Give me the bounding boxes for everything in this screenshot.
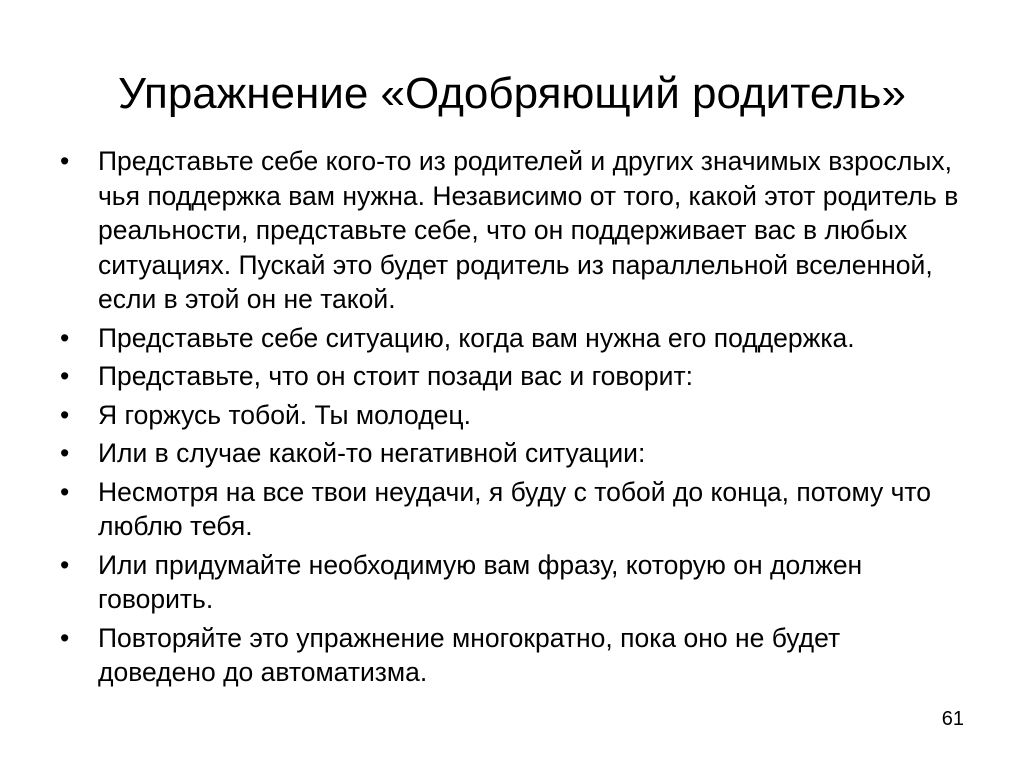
bullet-item xyxy=(60,321,960,356)
bullet-icon: • xyxy=(60,399,70,430)
bullet-item xyxy=(60,436,960,471)
bullet-icon: • xyxy=(60,146,70,176)
bullet-item xyxy=(60,475,960,544)
bullet-item xyxy=(60,359,960,394)
bullet-text: Представьте себе кого-то из родителей и других значимых взрослых, чья поддержка вам нужна. Независимо от того, какой этот родитель в реальности, представьте себе, что он поддерживает вас в любых ситуациях. Пускай это будет родитель из параллельной вселенной, если в этой он не такой. xyxy=(98,146,959,314)
bullet-icon: • xyxy=(60,438,70,468)
bullet-text: Повторяйте это упражнение многократно, пока оно не будет доведено до автоматизма. xyxy=(98,622,841,687)
bullet-icon: • xyxy=(60,476,70,507)
bullet-icon: • xyxy=(60,622,70,653)
bullet-item xyxy=(60,548,960,617)
bullet-text: Или в случае какой-то негативной ситуации: xyxy=(98,438,646,468)
bullet-icon: • xyxy=(60,322,70,353)
bullet-item xyxy=(60,621,960,690)
bullet-item xyxy=(60,144,960,317)
bullet-icon: • xyxy=(60,361,70,391)
bullet-text: Представьте, что он стоит позади вас и говорит: xyxy=(98,361,693,391)
bullet-text: Несмотря на все твои неудачи, я буду с тобой до конца, потому что люблю тебя. xyxy=(98,476,931,541)
slide-title: Упражнение «Одобряющий родитель» xyxy=(118,69,906,118)
bullet-list xyxy=(60,144,960,694)
bullet-text: Или придумайте необходимую вам фразу, которую он должен говорить. xyxy=(98,549,863,614)
bullet-item xyxy=(60,398,960,433)
bullet-icon: • xyxy=(60,549,70,580)
page-number: 61 xyxy=(941,708,964,730)
bullet-text: Представьте себе ситуацию, когда вам нужна его поддержка. xyxy=(98,322,855,353)
bullet-text: Я горжусь тобой. Ты молодец. xyxy=(98,399,471,430)
